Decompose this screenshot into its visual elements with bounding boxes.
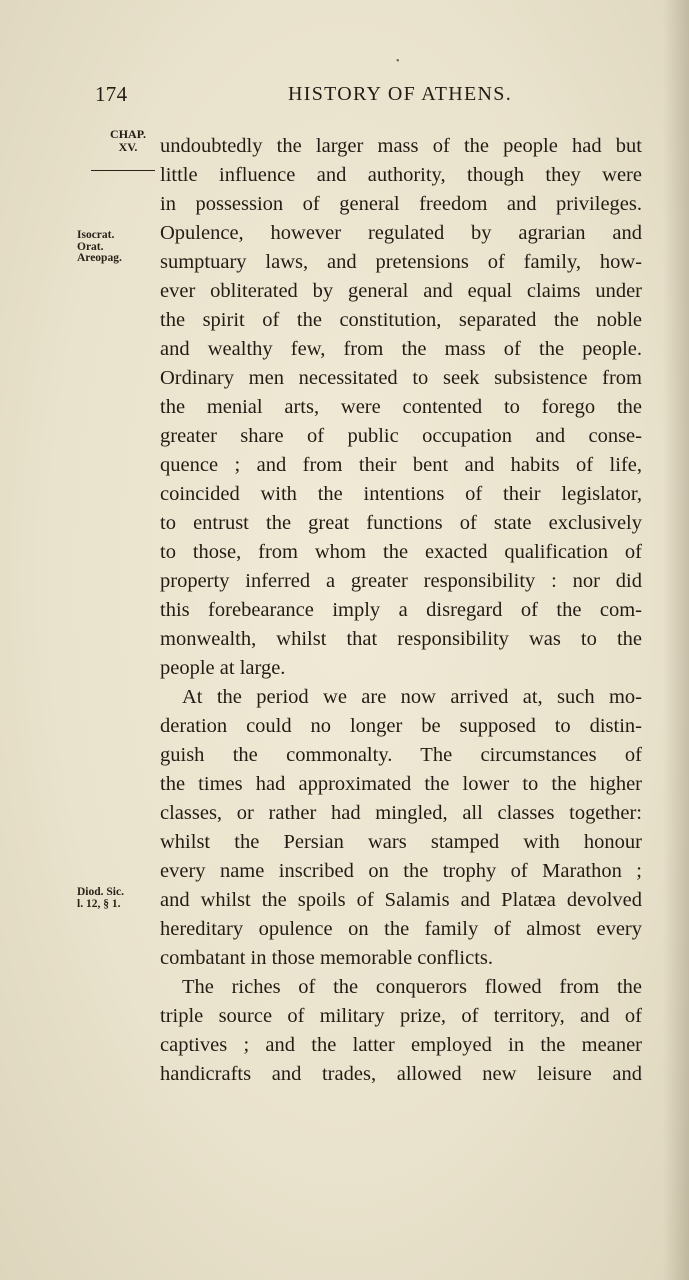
running-title: HISTORY OF ATHENS. <box>288 83 512 105</box>
margin-note-line: Diod. Sic. <box>77 886 124 898</box>
margin-note-line: Areopag. <box>77 252 122 264</box>
text-line: and wealthy few, from the mass of the people. <box>160 338 642 360</box>
text-line: and whilst the spoils of Salamis and Platæa devolved <box>160 889 642 911</box>
text-line: The riches of the conquerors flowed from the <box>182 976 642 998</box>
text-line: guish the commonalty. The circumstances of <box>160 744 642 766</box>
text-line: captives ; and the latter employed in the meaner <box>160 1034 642 1056</box>
margin-note-line: Isocrat. <box>77 229 115 241</box>
ink-speck: • <box>396 56 400 67</box>
text-line: coincided with the intentions of their legislator, <box>160 483 642 505</box>
chapter-marker <box>104 128 152 154</box>
text-line: At the period we are now arrived at, such mo- <box>182 686 642 708</box>
text-line: ever obliterated by general and equal claims under <box>160 280 642 302</box>
text-line: the times had approximated the lower to the higher <box>160 773 642 795</box>
text-line: the spirit of the constitution, separated the noble <box>160 309 642 331</box>
chapter-label: CHAP. <box>110 127 146 141</box>
text-line: little influence and authority, though they were <box>160 164 642 186</box>
text-line: combatant in those memorable conflicts. <box>160 947 494 969</box>
text-line: people at large. <box>160 657 286 679</box>
text-line: handicrafts and trades, allowed new leisure and <box>160 1063 642 1085</box>
text-line: Ordinary men necessitated to seek subsistence from <box>160 367 642 389</box>
text-line: deration could no longer be supposed to distin- <box>160 715 642 737</box>
text-line: undoubtedly the larger mass of the people had but <box>160 135 642 157</box>
text-line: whilst the Persian wars stamped with honour <box>160 831 642 853</box>
chapter-number: XV. <box>118 140 138 154</box>
text-line: property inferred a greater responsibility : nor did <box>160 570 642 592</box>
page-edge-shadow <box>663 0 689 1280</box>
text-line: hereditary opulence on the family of almost every <box>160 918 642 940</box>
text-line: Opulence, however regulated by agrarian and <box>160 222 642 244</box>
text-line: this forebearance imply a disregard of the com- <box>160 599 642 621</box>
page-number: 174 <box>95 82 128 106</box>
text-line: triple source of military prize, of territory, and of <box>160 1005 642 1027</box>
text-line: in possession of general freedom and privileges. <box>160 193 642 215</box>
margin-note-line: l. 12, § 1. <box>77 897 121 910</box>
chapter-rule <box>91 170 155 171</box>
text-line: monwealth, whilst that responsibility was to the <box>160 628 642 650</box>
margin-note-isocrates <box>77 230 149 265</box>
text-line: to entrust the great functions of state exclusively <box>160 512 642 534</box>
text-line: the menial arts, were contented to forego the <box>160 396 642 418</box>
margin-note-line: Orat. <box>77 240 104 253</box>
text-line: greater share of public occupation and conse- <box>160 425 642 447</box>
text-line: every name inscribed on the trophy of Marathon ; <box>160 860 642 882</box>
body-text <box>160 132 642 1089</box>
margin-note-diodorus <box>77 887 149 910</box>
text-line: classes, or rather had mingled, all classes together: <box>160 802 642 824</box>
running-head <box>95 82 530 112</box>
text-line: sumptuary laws, and pretensions of family, how- <box>160 251 642 273</box>
text-line: quence ; and from their bent and habits of life, <box>160 454 642 476</box>
text-line: to those, from whom the exacted qualification of <box>160 541 642 563</box>
